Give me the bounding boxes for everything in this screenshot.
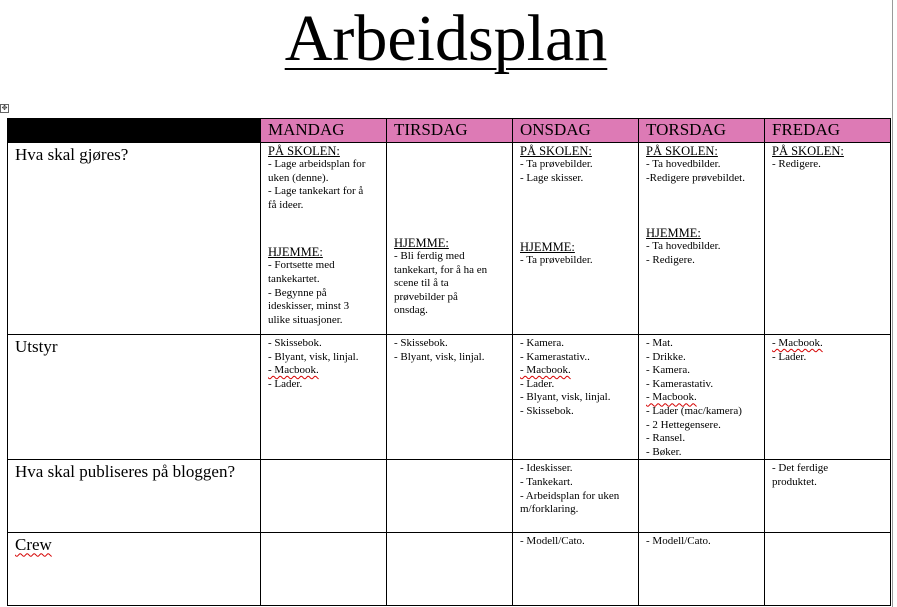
cell-line: - Lage tankekart for å (268, 185, 364, 198)
cell-bloggen-fredag[interactable] (765, 460, 891, 533)
table-move-handle-icon[interactable]: ✥ (1, 104, 8, 112)
row-crew (8, 533, 891, 606)
cell-utstyr-onsdag[interactable] (513, 335, 639, 460)
cell-line-misspelled: - Macbook. (520, 364, 571, 377)
row-label-utstyr: Utstyr (8, 335, 261, 460)
cell-line: - Fortsette med (268, 259, 335, 272)
row-label-crew (8, 533, 261, 606)
header-row (8, 119, 891, 143)
cell-line: - Kamera. (646, 364, 690, 377)
section-heading-skolen: PÅ SKOLEN: (646, 144, 718, 158)
section-heading-skolen: PÅ SKOLEN: (520, 144, 592, 158)
cell-line: - Begynne på (268, 286, 327, 299)
cell-line: - Lader. (772, 350, 807, 363)
header-torsdag: TORSDAG (639, 119, 765, 143)
cell-line: - Drikke. (646, 350, 686, 363)
cell-line: - Arbeidsplan for uken (520, 489, 620, 502)
cell-line: - Redigere. (646, 253, 695, 266)
cell-utstyr-mandag[interactable] (261, 335, 387, 460)
cell-line: - Lader (mac/kamera) (646, 404, 742, 417)
cell-gjores-tirsdag[interactable] (387, 143, 513, 335)
header-corner-cell (8, 119, 261, 143)
cell-line: tankekart, for å ha en (394, 263, 488, 276)
cell-utstyr-torsdag[interactable] (639, 335, 765, 460)
cell-line: - Tankekart. (520, 475, 573, 488)
cell-line: uken (denne). (268, 171, 329, 184)
cell-line: - Blyant, visk, linjal. (520, 391, 611, 404)
cell-utstyr-tirsdag[interactable] (387, 335, 513, 460)
cell-line: m/forklaring. (520, 503, 579, 516)
cell-line: - Ta prøvebilder. (520, 158, 593, 170)
cell-line: - Kamerastativ. (646, 377, 714, 390)
cell-crew-onsdag[interactable] (513, 533, 639, 606)
cell-line: produktet. (772, 475, 817, 488)
cell-line: ideskisser, minst 3 (268, 300, 350, 313)
cell-line: - Ta prøvebilder. (520, 254, 593, 267)
cell-line: få ideer. (268, 198, 304, 211)
cell-line: tankekartet. (268, 272, 320, 285)
cell-line: - Skissebok. (394, 337, 448, 349)
header-fredag: FREDAG (765, 119, 891, 143)
cell-line: - Det ferdige (772, 462, 829, 475)
cell-bloggen-tirsdag[interactable] (387, 460, 513, 533)
cell-line: ulike situasjoner. (268, 313, 343, 326)
cell-line: -Redigere prøvebildet. (646, 171, 745, 184)
row-bloggen (8, 460, 891, 533)
cell-utstyr-fredag[interactable] (765, 335, 891, 460)
cell-line: - Lage skisser. (520, 171, 584, 184)
page-title (0, 0, 892, 78)
cell-line: - Blyant, visk, linjal. (268, 350, 359, 363)
page-margin-line (892, 0, 893, 607)
cell-line-misspelled: - Macbook. (268, 364, 319, 377)
row-gjores (8, 143, 891, 335)
cell-line: - Redigere. (772, 158, 821, 170)
cell-line: onsdag. (394, 304, 428, 317)
cell-bloggen-torsdag[interactable] (639, 460, 765, 533)
cell-line: - Ransel. (646, 432, 686, 445)
cell-crew-fredag[interactable] (765, 533, 891, 606)
section-heading-hjemme: HJEMME: (394, 236, 449, 250)
cell-line: - Lader. (520, 377, 555, 390)
cell-line: - Skissebok. (520, 404, 574, 417)
row-label-crew-text: Crew (15, 535, 52, 555)
cell-line: - 2 Hettegensere. (646, 418, 721, 431)
cell-line: - Ta hovedbilder. (646, 158, 721, 170)
cell-gjores-torsdag[interactable] (639, 143, 765, 335)
cell-line: scene til å ta (394, 277, 449, 290)
page-title-text: Arbeidsplan (284, 2, 608, 75)
cell-line: - Kamerastativ.. (520, 350, 590, 363)
row-label-bloggen: Hva skal publiseres på bloggen? (8, 460, 261, 533)
cell-line-misspelled: - Macbook. (646, 391, 697, 404)
cell-bloggen-mandag[interactable] (261, 460, 387, 533)
work-plan-table (7, 118, 891, 606)
row-label-gjores: Hva skal gjøres? (8, 143, 261, 335)
cell-crew-mandag[interactable] (261, 533, 387, 606)
header-tirsdag: TIRSDAG (387, 119, 513, 143)
cell-line: - Blyant, visk, linjal. (394, 350, 485, 363)
cell-line: - Bli ferdig med (394, 250, 465, 262)
header-mandag: MANDAG (261, 119, 387, 143)
cell-line: - Lage arbeidsplan for (268, 158, 366, 170)
cell-line: - Ta hovedbilder. (646, 240, 721, 253)
cell-line: - Modell/Cato. (646, 535, 711, 548)
cell-line: - Lader. (268, 377, 303, 390)
section-heading-hjemme: HJEMME: (520, 240, 575, 255)
section-heading-skolen: PÅ SKOLEN: (268, 144, 340, 158)
cell-line: - Kamera. (520, 337, 564, 349)
cell-line: - Mat. (646, 337, 673, 349)
cell-crew-torsdag[interactable] (639, 533, 765, 606)
cell-line: - Bøker. (646, 445, 682, 458)
cell-crew-tirsdag[interactable] (387, 533, 513, 606)
cell-gjores-mandag[interactable] (261, 143, 387, 335)
cell-gjores-fredag[interactable] (765, 143, 891, 335)
cell-line: - Modell/Cato. (520, 535, 585, 548)
section-heading-hjemme: HJEMME: (268, 245, 323, 260)
cell-line: prøvebilder på (394, 290, 458, 303)
cell-gjores-onsdag[interactable] (513, 143, 639, 335)
cell-line: - Skissebok. (268, 337, 322, 349)
cell-line: - Ideskisser. (520, 462, 573, 475)
row-utstyr (8, 335, 891, 460)
header-onsdag: ONSDAG (513, 119, 639, 143)
cell-bloggen-onsdag[interactable] (513, 460, 639, 533)
section-heading-hjemme: HJEMME: (646, 226, 701, 241)
cell-line-misspelled: - Macbook. (772, 337, 823, 349)
section-heading-skolen: PÅ SKOLEN: (772, 144, 844, 158)
